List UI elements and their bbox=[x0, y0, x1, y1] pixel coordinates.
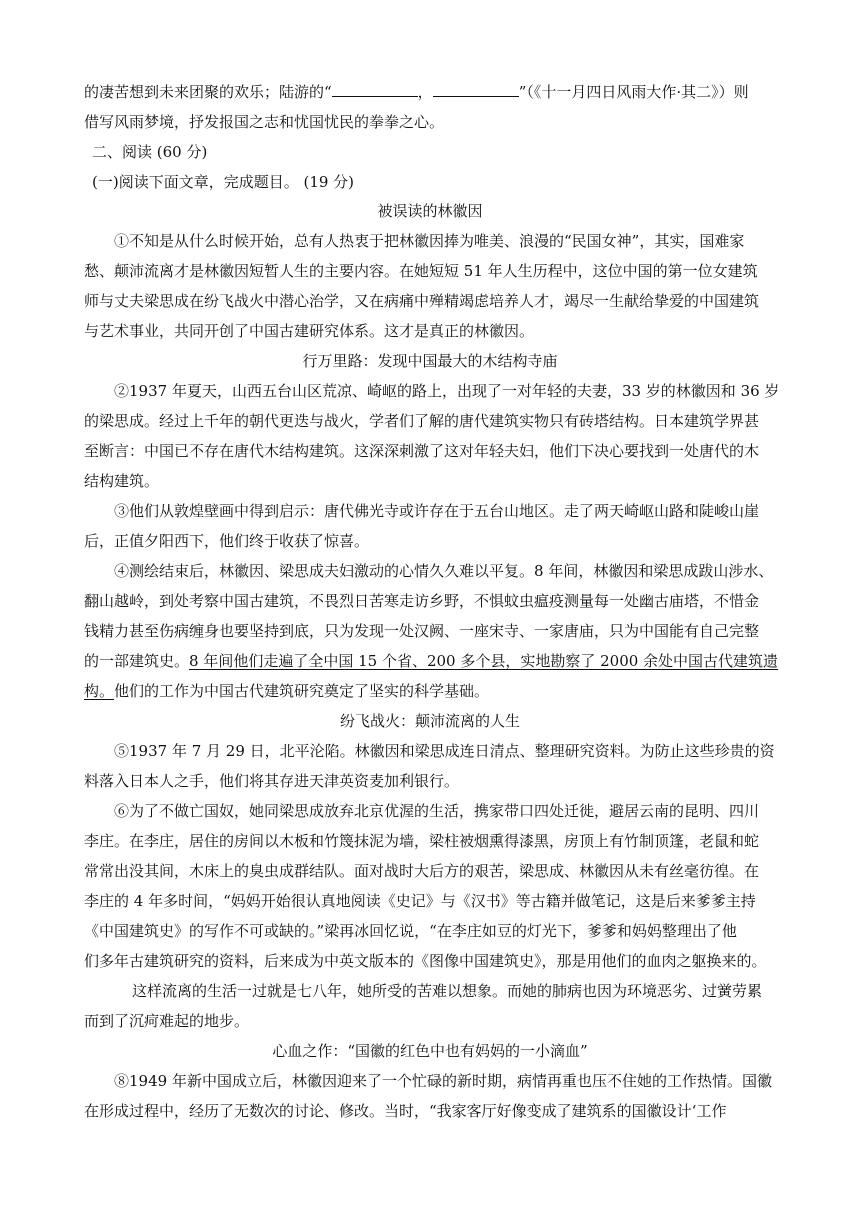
paragraph-line: ②1937 年夏天，山西五台山区荒凉、崎岖的路上，出现了一对年轻的夫妻，33 岁的林徽因和 36 岁 bbox=[114, 382, 780, 400]
fill-blank[interactable] bbox=[332, 82, 418, 97]
article-title: 被误读的林徽因 bbox=[377, 202, 483, 220]
sub-heading: 纷飞战火：颠沛流离的人生 bbox=[339, 712, 520, 730]
paragraph-line: 后，正值夕阳西下，他们终于收获了惊喜。 bbox=[84, 532, 370, 550]
paragraph-line: ⑥为了不做亡国奴，她同梁思成放弃北京优渥的生活，携家带口四处迁徙，避居云南的昆明、四川 bbox=[114, 802, 760, 820]
text-span: 的凄苦想到未来团聚的欢乐；陆游的“ bbox=[84, 83, 332, 101]
paragraph-line: 翻山越岭，到处考察中国古建筑，不畏烈日苦寒走访乡野，不惧蚊虫瘟疫测量每一处幽古庙塔，不惜金 bbox=[84, 592, 760, 610]
paragraph-line bbox=[84, 681, 489, 701]
text-span: ， bbox=[417, 83, 433, 101]
paragraph-line: ⑤1937 年 7 月 29 日，北平沦陷。林徽因和梁思成连日清点、整理研究资料。为防止这些珍贵的资 bbox=[114, 742, 775, 760]
paragraph-line: 料落入日本人之手，他们将其存进天津英资麦加利银行。 bbox=[84, 772, 460, 790]
paragraph-line: ④测绘结束后，林徽因、梁思成夫妇激动的心情久久难以平复。8 年间，林徽因和梁思成跋山涉水、 bbox=[114, 562, 774, 580]
paragraph-line: 至断言：中国已不存在唐代木结构建筑。这深深刺激了这对年轻夫妇，他们下决心要找到一处唐代的木 bbox=[84, 442, 760, 460]
paragraph-line: 《中国建筑史》的写作不可或缺的。”梁再冰回忆说，“在李庄如豆的灯光下，爹爹和妈妈整理出了他 bbox=[84, 922, 737, 940]
paragraph-line: 常常出没其间，木床上的臭虫成群结队。面对战时大后方的艰苦，梁思成、林徽因从未有丝毫彷徨。在 bbox=[84, 862, 760, 880]
text-span: ”（《十一月四日风雨大作·其二》）则 bbox=[518, 83, 749, 101]
text-span: 他们的工作为中国古代建筑研究奠定了坚实的科学基础。 bbox=[114, 682, 490, 700]
text-line bbox=[84, 82, 749, 102]
paragraph-line: 们多年古建筑研究的资料，后来成为中英文版本的《图像中国建筑史》，那是用他们的血肉之躯换来的。 bbox=[84, 952, 767, 970]
paragraph-line bbox=[84, 651, 778, 671]
text-span: 的一部建筑史。 bbox=[84, 652, 190, 670]
underlined-sentence: 构。 bbox=[84, 682, 115, 700]
paragraph-line: 与艺术事业，共同开创了中国古建研究体系。这才是真正的林徽因。 bbox=[84, 322, 535, 340]
paragraph-line: 的梁思成。经过上千年的朝代更迭与战火，学者们了解的唐代建筑实物只有砖塔结构。日本建筑学界甚 bbox=[84, 412, 760, 430]
paragraph-line: 李庄。在李庄，居住的房间以木板和竹篾抹泥为墙，梁柱被烟熏得漆黑，房顶上有竹制顶篷，老鼠和蛇 bbox=[84, 832, 760, 850]
paragraph-line: 愁、颠沛流离才是林徽因短暂人生的主要内容。在她短短 51 年人生历程中，这位中国的第一位女建筑 bbox=[84, 262, 758, 280]
paragraph-line: 钱精力甚至伤病缠身也要坚持到底，只为发现一处汉阙、一座宋寺、一家唐庙，只为中国能有自己完整 bbox=[84, 622, 760, 640]
sub-heading: 心血之作：“国徽的红色中也有妈妈的一小滴血” bbox=[272, 1042, 588, 1060]
paragraph-line: ①不知是从什么时候开始，总有人热衷于把林徽因捧为唯美、浪漫的“民国女神”，其实，国难家 bbox=[114, 232, 745, 250]
paragraph-line: ⑧1949 年新中国成立后，林徽因迎来了一个忙碌的新时期，病情再重也压不住她的工作热情。国徽 bbox=[114, 1072, 772, 1090]
paragraph-line: 在形成过程中，经历了无数次的讨论、修改。当时，“我家客厅好像变成了建筑系的国徽设计‘工作 bbox=[84, 1102, 727, 1120]
fill-blank[interactable] bbox=[433, 82, 519, 97]
paragraph-line: 结构建筑。 bbox=[84, 472, 160, 490]
underlined-sentence: 8 年间他们走遍了全中国 15 个省、200 多个县，实地勘察了 2000 余处中国古代建筑遗 bbox=[189, 652, 779, 670]
paragraph-line: ③他们从敦煌壁画中得到启示：唐代佛光寺或许存在于五台山地区。走了两天崎岖山路和陡峻山崖 bbox=[114, 502, 760, 520]
paragraph-line: 师与丈夫梁思成在纷飞战火中潜心治学，又在病痛中殚精竭虑培养人才，竭尽一生献给挚爱的中国建筑 bbox=[84, 292, 760, 310]
paragraph-line: 这样流离的生活一过就是七八年，她所受的苦难以想象。而她的肺病也因为环境恶劣、过黉劳累 bbox=[132, 982, 763, 1000]
text-line: 借写风雨梦境，抒发报国之志和忧国忧民的拳拳之心。 bbox=[84, 113, 445, 131]
sub-section-heading: (一)阅读下面文章，完成题目。 (19 分) bbox=[92, 173, 355, 191]
sub-heading: 行万里路：发现中国最大的木结构寺庙 bbox=[302, 352, 558, 370]
section-heading: 二、阅读 (60 分) bbox=[92, 143, 208, 161]
paragraph-line: 而到了沉疴难起的地步。 bbox=[84, 1012, 250, 1030]
paragraph-line: 李庄的 4 年多时间，“妈妈开始很认真地阅读《史记》与《汉书》等古籍并做笔记，这是后来爹爹主持 bbox=[84, 892, 756, 910]
